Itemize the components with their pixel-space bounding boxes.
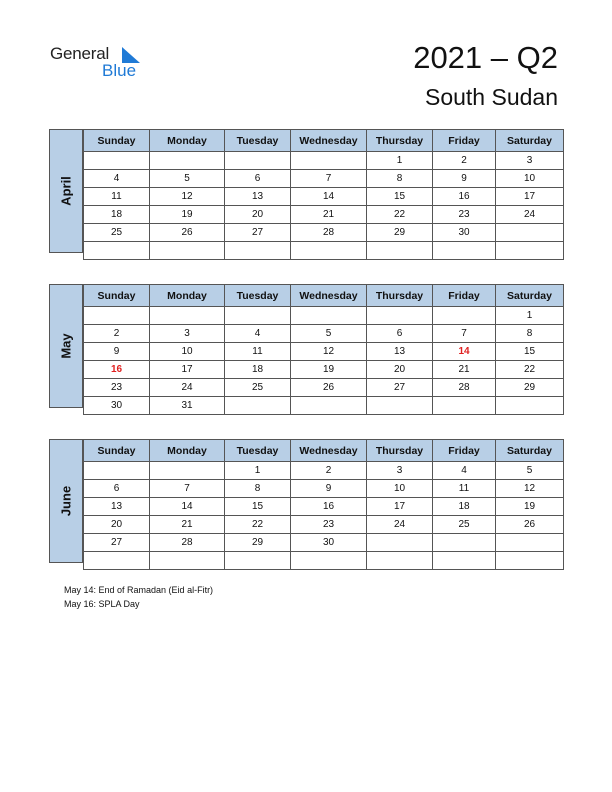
day-cell	[496, 397, 564, 415]
calendar-grid	[83, 439, 564, 570]
day-cell: 6	[225, 170, 291, 188]
day-cell: 25	[433, 516, 496, 534]
day-cell: 17	[367, 498, 433, 516]
day-cell: 20	[367, 361, 433, 379]
day-cell	[84, 152, 150, 170]
weekday-header: Monday	[150, 130, 225, 152]
weekday-header: Sunday	[84, 440, 150, 462]
day-cell: 11	[433, 480, 496, 498]
day-cell	[496, 534, 564, 552]
day-cell: 18	[225, 361, 291, 379]
day-cell: 27	[225, 224, 291, 242]
logo-text-general: General	[50, 44, 110, 63]
day-cell	[367, 397, 433, 415]
weekday-header: Saturday	[496, 440, 564, 462]
weekday-header: Thursday	[367, 130, 433, 152]
day-cell	[291, 152, 367, 170]
day-cell: 31	[150, 397, 225, 415]
weekday-header-row	[84, 440, 564, 462]
day-cell: 28	[433, 379, 496, 397]
weekday-header: Wednesday	[291, 285, 367, 307]
day-cell: 26	[291, 379, 367, 397]
calendar-grid	[83, 129, 564, 260]
day-cell	[150, 307, 225, 325]
day-cell: 29	[225, 534, 291, 552]
day-cell: 21	[433, 361, 496, 379]
day-cell: 15	[225, 498, 291, 516]
logo-text-blue: Blue	[102, 61, 137, 80]
week-row	[84, 361, 564, 379]
day-cell: 10	[367, 480, 433, 498]
day-cell: 5	[496, 462, 564, 480]
day-cell: 5	[150, 170, 225, 188]
day-cell: 27	[367, 379, 433, 397]
week-row	[84, 379, 564, 397]
day-cell: 13	[225, 188, 291, 206]
day-cell: 1	[496, 307, 564, 325]
day-cell: 21	[150, 516, 225, 534]
day-cell: 15	[367, 188, 433, 206]
day-cell: 22	[225, 516, 291, 534]
day-cell: 20	[84, 516, 150, 534]
day-cell	[225, 552, 291, 570]
day-cell: 3	[150, 325, 225, 343]
day-cell: 19	[291, 361, 367, 379]
week-row	[84, 516, 564, 534]
week-row	[84, 498, 564, 516]
weekday-header: Saturday	[496, 285, 564, 307]
day-cell: 14	[291, 188, 367, 206]
day-cell: 2	[433, 152, 496, 170]
weekday-header: Monday	[150, 440, 225, 462]
day-cell	[291, 397, 367, 415]
month-name: June	[58, 485, 74, 517]
weekday-header: Friday	[433, 130, 496, 152]
weekday-header: Sunday	[84, 130, 150, 152]
day-cell	[225, 397, 291, 415]
day-cell: 25	[225, 379, 291, 397]
day-cell: 12	[150, 188, 225, 206]
day-cell	[84, 552, 150, 570]
day-cell	[367, 307, 433, 325]
day-cell	[367, 552, 433, 570]
month-calendar-june	[49, 439, 564, 565]
day-cell: 7	[291, 170, 367, 188]
weekday-header: Friday	[433, 440, 496, 462]
week-row	[84, 325, 564, 343]
day-cell	[225, 242, 291, 260]
generalblue-logo	[50, 44, 150, 84]
day-cell: 20	[225, 206, 291, 224]
day-cell	[225, 152, 291, 170]
day-cell	[225, 307, 291, 325]
day-cell: 24	[367, 516, 433, 534]
day-cell	[84, 242, 150, 260]
day-cell: 22	[496, 361, 564, 379]
day-cell	[150, 152, 225, 170]
holiday-note: May 14: End of Ramadan (Eid al-Fitr)	[64, 585, 214, 595]
day-cell: 30	[84, 397, 150, 415]
weekday-header: Wednesday	[291, 130, 367, 152]
day-cell: 8	[225, 480, 291, 498]
day-cell: 4	[225, 325, 291, 343]
day-cell	[496, 224, 564, 242]
week-row	[84, 224, 564, 242]
month-name: May	[58, 333, 74, 359]
day-cell: 10	[150, 343, 225, 361]
day-cell: 26	[150, 224, 225, 242]
day-cell: 29	[496, 379, 564, 397]
day-cell: 7	[150, 480, 225, 498]
day-cell: 23	[291, 516, 367, 534]
country-name: South Sudan	[424, 84, 558, 110]
day-cell: 11	[84, 188, 150, 206]
day-cell: 18	[433, 498, 496, 516]
week-row	[84, 534, 564, 552]
weekday-header: Tuesday	[225, 285, 291, 307]
day-cell: 17	[150, 361, 225, 379]
day-cell: 28	[150, 534, 225, 552]
holiday-note: May 16: SPLA Day	[64, 598, 140, 609]
day-cell: 15	[496, 343, 564, 361]
day-cell	[433, 307, 496, 325]
day-cell: 9	[84, 343, 150, 361]
day-cell: 16	[433, 188, 496, 206]
day-cell	[496, 242, 564, 260]
day-cell: 19	[150, 206, 225, 224]
day-cell	[433, 534, 496, 552]
day-cell	[433, 242, 496, 260]
day-cell: 30	[433, 224, 496, 242]
day-cell	[84, 462, 150, 480]
day-cell	[367, 242, 433, 260]
month-label	[49, 284, 83, 408]
week-row	[84, 206, 564, 224]
weekday-header: Sunday	[84, 285, 150, 307]
weekday-header: Thursday	[367, 285, 433, 307]
week-row	[84, 480, 564, 498]
day-cell	[367, 534, 433, 552]
day-cell: 9	[433, 170, 496, 188]
day-cell: 26	[496, 516, 564, 534]
day-cell	[291, 552, 367, 570]
day-cell: 12	[291, 343, 367, 361]
holiday-notes	[64, 584, 213, 611]
weekday-header: Thursday	[367, 440, 433, 462]
day-cell: 10	[496, 170, 564, 188]
month-name: April	[58, 176, 74, 206]
day-cell: 25	[84, 224, 150, 242]
day-cell: 5	[291, 325, 367, 343]
weekday-header: Wednesday	[291, 440, 367, 462]
day-cell: 2	[84, 325, 150, 343]
day-cell: 3	[496, 152, 564, 170]
day-cell	[433, 397, 496, 415]
day-cell: 29	[367, 224, 433, 242]
day-cell	[150, 552, 225, 570]
month-calendar-may	[49, 284, 564, 410]
day-cell: 30	[291, 534, 367, 552]
day-cell: 4	[433, 462, 496, 480]
calendar-grid	[83, 284, 564, 415]
day-cell	[150, 242, 225, 260]
day-cell: 13	[84, 498, 150, 516]
weekday-header: Monday	[150, 285, 225, 307]
week-row	[84, 552, 564, 570]
month-calendar-april	[49, 129, 564, 255]
day-cell	[84, 307, 150, 325]
day-cell: 14	[433, 343, 496, 361]
weekday-header-row	[84, 285, 564, 307]
day-cell: 6	[367, 325, 433, 343]
day-cell: 23	[433, 206, 496, 224]
week-row	[84, 242, 564, 260]
day-cell: 8	[496, 325, 564, 343]
day-cell: 28	[291, 224, 367, 242]
month-label	[49, 439, 83, 563]
day-cell	[496, 552, 564, 570]
day-cell: 16	[291, 498, 367, 516]
day-cell: 1	[367, 152, 433, 170]
day-cell: 9	[291, 480, 367, 498]
month-label	[49, 129, 83, 253]
weekday-header-row	[84, 130, 564, 152]
week-row	[84, 343, 564, 361]
weekday-header: Tuesday	[225, 130, 291, 152]
day-cell: 7	[433, 325, 496, 343]
day-cell: 16	[84, 361, 150, 379]
day-cell: 6	[84, 480, 150, 498]
day-cell	[150, 462, 225, 480]
day-cell: 1	[225, 462, 291, 480]
day-cell: 22	[367, 206, 433, 224]
week-row	[84, 170, 564, 188]
day-cell: 12	[496, 480, 564, 498]
day-cell: 4	[84, 170, 150, 188]
weekday-header: Tuesday	[225, 440, 291, 462]
day-cell: 27	[84, 534, 150, 552]
week-row	[84, 307, 564, 325]
page-title: 2021 – Q2	[413, 40, 558, 75]
day-cell: 18	[84, 206, 150, 224]
weekday-header: Friday	[433, 285, 496, 307]
day-cell: 11	[225, 343, 291, 361]
day-cell	[291, 307, 367, 325]
day-cell	[291, 242, 367, 260]
day-cell: 21	[291, 206, 367, 224]
week-row	[84, 397, 564, 415]
week-row	[84, 188, 564, 206]
day-cell: 19	[496, 498, 564, 516]
day-cell: 23	[84, 379, 150, 397]
weekday-header: Saturday	[496, 130, 564, 152]
day-cell: 24	[150, 379, 225, 397]
day-cell: 24	[496, 206, 564, 224]
day-cell: 14	[150, 498, 225, 516]
day-cell: 13	[367, 343, 433, 361]
day-cell: 3	[367, 462, 433, 480]
day-cell: 2	[291, 462, 367, 480]
week-row	[84, 152, 564, 170]
day-cell	[433, 552, 496, 570]
week-row	[84, 462, 564, 480]
day-cell: 8	[367, 170, 433, 188]
day-cell: 17	[496, 188, 564, 206]
